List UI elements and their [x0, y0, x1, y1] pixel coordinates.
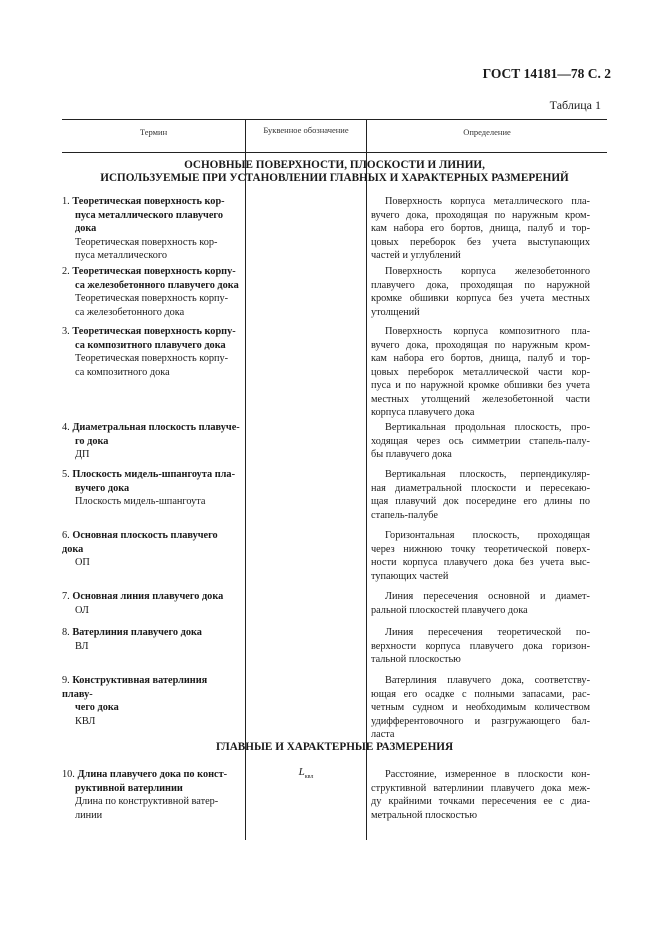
definition-cell	[371, 768, 590, 822]
term-text: Теоретическая поверхность корпу-	[72, 326, 236, 337]
term-number: 10.	[62, 769, 75, 780]
column-divider-1	[245, 120, 246, 840]
term-line: са композитного плавучего дока	[75, 339, 226, 351]
header-bottom-rule	[62, 152, 607, 153]
definition-line: кам набора его бортов, днища, палуб и тор-	[371, 353, 590, 364]
term-cell	[62, 590, 240, 617]
definition-line: цовых переборок без учета выступающих	[371, 236, 590, 248]
definition-line: Линия пересечения теоретической по-	[385, 627, 590, 638]
definition-line: ласта	[371, 729, 395, 740]
definition-line: ная диаметральной плоскости и пересекаю-	[371, 482, 590, 494]
definition-line: ральной плоскостей плавучего дока	[371, 604, 528, 616]
synonym-line: КВЛ	[75, 715, 96, 727]
term-line	[62, 265, 240, 279]
definition-line: удифферентовочного и разгружающего бал-	[371, 715, 590, 727]
section-title-1-line-2: ИСПОЛЬЗУЕМЫЕ ПРИ УСТАНОВЛЕНИИ ГЛАВНЫХ И ХАРАКТЕРНЫХ РАЗМЕРЕНИЙ	[100, 172, 569, 184]
synonym-line: пуса металлического	[75, 250, 167, 261]
synonym-line: Теоретическая поверхность корпу-	[75, 293, 229, 304]
column-header-definition: Определение	[463, 127, 511, 137]
definition-line: ности корпуса плавучего дока без учета выс-	[371, 557, 590, 568]
symbol-subscript: квл	[304, 774, 314, 781]
definition-line: кам набора его бортов, днища, палуб и тор-	[371, 223, 590, 234]
term-cell	[62, 265, 240, 319]
definition-line: цовых переборок металлической части кор-	[371, 366, 590, 378]
section-title-1-line-1: ОСНОВНЫЕ ПОВЕРХНОСТИ, ПЛОСКОСТИ И ЛИНИИ,	[184, 159, 485, 171]
synonym-line: линии	[75, 809, 103, 821]
definition-cell	[371, 195, 590, 263]
definition-line: щая плавучий док посередине его длины по	[371, 496, 590, 507]
definition-line: Поверхность корпуса металлического пла-	[385, 196, 590, 207]
definition-line: вучего дока, проходящая по наружным кром-	[371, 209, 590, 221]
term-number: 3.	[62, 326, 70, 337]
synonym-line: Длина по конструктивной ватер-	[75, 796, 219, 807]
synonym-line: Плоскость мидель-шпангоута	[75, 496, 206, 507]
term-cell	[62, 674, 240, 728]
term-line: чего дока	[75, 702, 119, 713]
definition-line: бы плавучего дока	[371, 449, 452, 460]
term-cell	[62, 468, 240, 509]
term-text: Основная плоскость плавучего дока	[62, 530, 218, 555]
synonym-line: Теоретическая поверхность корпу-	[75, 353, 229, 364]
term-line	[62, 421, 240, 435]
synonym-line: ДП	[75, 449, 90, 460]
term-cell	[62, 626, 240, 653]
definition-cell	[371, 626, 590, 667]
synonym-line: са железобетонного дока	[75, 306, 185, 318]
term-line: пуса металлического плавучего	[75, 209, 223, 221]
definition-line: кромке обшивки корпуса без учета местных	[371, 293, 590, 304]
definition-line: ду крайними точками пересечения ее с диа-	[371, 796, 590, 807]
definition-line: Вертикальная плоскость, перпендикуляр-	[385, 469, 590, 480]
term-line: са железобетонного плавучего дока	[75, 279, 239, 291]
definition-cell	[371, 468, 590, 522]
definition-line: Расстояние, измеренное в плоскости кон-	[385, 769, 590, 780]
term-cell	[62, 529, 240, 570]
term-line	[62, 590, 240, 604]
definition-line: Линия пересечения основной и диамет-	[385, 591, 590, 602]
term-text: Теоретическая поверхность корпу-	[72, 266, 236, 277]
term-line	[62, 325, 240, 339]
term-line	[62, 195, 240, 209]
table-top-rule	[62, 119, 607, 120]
term-line: дока	[75, 223, 97, 234]
definition-cell	[371, 421, 590, 462]
definition-line: вучего дока, проходящая по наружным кром-	[371, 339, 590, 351]
term-text: Диаметральная плоскость плавуче-	[72, 422, 240, 433]
term-line: го дока	[75, 435, 109, 447]
definition-line: четным судном и необходимым количеством	[371, 702, 590, 713]
definition-cell	[371, 265, 590, 319]
term-text: Длина плавучего дока по конст-	[77, 769, 228, 780]
synonym-line: ОЛ	[75, 604, 89, 616]
definition-line: пуса и по наружной кромке обшивки без учета	[371, 380, 590, 391]
term-line: вучего дока	[75, 482, 130, 494]
term-line	[62, 468, 240, 482]
definition-line: через нижнюю точку теоретической поверх-	[371, 543, 590, 555]
term-number: 5.	[62, 469, 70, 480]
term-number: 8.	[62, 627, 70, 638]
term-cell	[62, 768, 240, 822]
section-title-2	[62, 741, 607, 754]
term-number: 4.	[62, 422, 70, 433]
definition-cell	[371, 325, 590, 420]
term-cell	[62, 325, 240, 379]
definition-line: Вертикальная продольная плоскость, про-	[385, 422, 590, 433]
column-divider-2	[366, 120, 367, 840]
definition-line: тальной плоскостью	[371, 654, 461, 665]
table-label: Таблица 1	[549, 98, 601, 112]
term-line	[62, 768, 240, 782]
term-line: руктивной ватерлинии	[75, 782, 183, 794]
symbol-cell	[246, 766, 366, 780]
synonym-line: Теоретическая поверхность кор-	[75, 236, 218, 248]
term-number: 1.	[62, 196, 70, 207]
symbol-letter: L	[298, 766, 305, 778]
definition-line: метральной плоскостью	[371, 809, 478, 821]
definition-line: Поверхность корпуса композитного пла-	[385, 326, 590, 337]
definition-line: местных утолщений железобетонной части	[371, 393, 590, 405]
definition-cell	[371, 529, 590, 583]
definition-line: верхности корпуса плавучего дока горизон-	[371, 640, 590, 652]
definition-line: Горизонтальная плоскость, проходящая	[385, 530, 590, 541]
definition-cell	[371, 674, 590, 742]
definition-line: стапель-палубе	[371, 509, 438, 521]
definition-line: структивной ватерлинии плавучего дока меж-	[371, 782, 590, 794]
definition-line: ходящая через ось симметрии стапель-палу-	[371, 435, 590, 447]
term-number: 7.	[62, 591, 70, 602]
document-header: ГОСТ 14181—78 С. 2	[482, 66, 611, 81]
definition-cell	[371, 590, 590, 617]
synonym-line: са композитного дока	[75, 366, 170, 378]
term-text: Ватерлиния плавучего дока	[72, 627, 202, 638]
definition-line: тупающих частей	[371, 570, 449, 582]
synonym-line: ОП	[75, 557, 90, 568]
definition-line: ющая его осадке с полными запасами, рас-	[371, 688, 590, 700]
section-title-1	[62, 159, 607, 185]
definition-line: Ватерлиния плавучего дока, соответству-	[385, 675, 590, 686]
term-text: Основная линия плавучего дока	[72, 591, 224, 602]
definition-line: частей и углублений	[371, 250, 461, 261]
term-cell	[62, 421, 240, 462]
column-header-symbol: Буквенное обозначение	[263, 125, 349, 135]
term-line	[62, 626, 240, 640]
section-title-2-line-1: ГЛАВНЫЕ И ХАРАКТЕРНЫЕ РАЗМЕРЕНИЯ	[215, 741, 454, 753]
term-text: Конструктивная ватерлиния плаву-	[62, 675, 208, 700]
term-text: Теоретическая поверхность кор-	[72, 196, 225, 207]
term-line	[62, 529, 240, 556]
definition-line: утолщений	[371, 306, 420, 318]
term-line	[62, 674, 240, 701]
column-header-term: Термин	[139, 127, 168, 137]
definition-line: корпуса плавучего дока	[371, 407, 475, 418]
term-cell	[62, 195, 240, 263]
term-text: Плоскость мидель-шпангоута пла-	[72, 469, 236, 480]
term-number: 2.	[62, 266, 70, 277]
term-number: 6.	[62, 530, 70, 541]
definition-line: плавучего дока, проходящая по наружной	[371, 279, 590, 291]
definition-line: Поверхность корпуса железобетонного	[385, 266, 590, 277]
synonym-line: ВЛ	[75, 640, 89, 652]
term-number: 9.	[62, 675, 70, 686]
